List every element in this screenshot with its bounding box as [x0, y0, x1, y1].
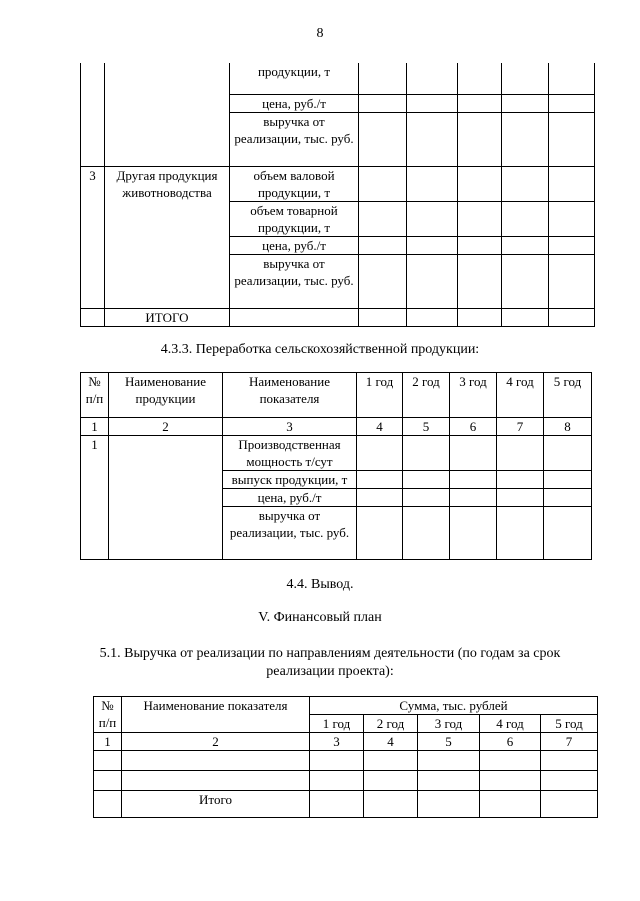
section-heading-44: 4.4. Вывод. — [286, 577, 354, 592]
header-year-2: 2 год — [364, 715, 418, 733]
indicator-cell: Производственная мощность т/сут — [223, 436, 357, 471]
indicator-cell: объем валовой продукции, т — [230, 166, 359, 201]
processing-table — [80, 372, 592, 560]
section-heading-v: V. Финансовый план — [258, 610, 382, 625]
indicator-cell: цена, руб./т — [230, 94, 359, 112]
col-number: 5 — [418, 733, 480, 751]
total-label: Итого — [122, 791, 310, 818]
revenue-table — [93, 696, 598, 818]
table-cell — [81, 63, 105, 94]
header-num: № п/п — [81, 373, 109, 418]
indicator-cell: продукции, т — [230, 63, 359, 94]
header-year-4: 4 год — [497, 373, 544, 418]
header-year-1: 1 год — [357, 373, 403, 418]
col-number: 7 — [497, 418, 544, 436]
indicator-cell: цена, руб./т — [223, 489, 357, 507]
header-product: Наименование продукции — [109, 373, 223, 418]
indicator-cell: выручка от реализации, тыс. руб. — [230, 112, 359, 166]
col-number: 3 — [223, 418, 357, 436]
product-name: Другая продукция животноводства — [105, 166, 230, 201]
header-year-1: 1 год — [310, 715, 364, 733]
col-number: 1 — [94, 733, 122, 751]
col-number: 8 — [544, 418, 592, 436]
header-indicator: Наименование показателя — [223, 373, 357, 418]
row-number: 1 — [81, 436, 109, 560]
row-number: 3 — [81, 166, 105, 201]
header-year-4: 4 год — [480, 715, 541, 733]
indicator-cell: цена, руб./т — [230, 236, 359, 254]
header-year-5: 5 год — [541, 715, 598, 733]
col-number: 4 — [364, 733, 418, 751]
header-year-3: 3 год — [450, 373, 497, 418]
indicator-cell: выручка от реализации, тыс. руб. — [223, 507, 357, 560]
section-heading-433: 4.3.3. Переработка сельскохозяйственной продукции: — [160, 342, 480, 357]
page-number: 8 — [316, 26, 324, 41]
header-sum: Сумма, тыс. рублей — [310, 697, 598, 715]
col-number: 2 — [122, 733, 310, 751]
col-number: 6 — [480, 733, 541, 751]
col-number: 7 — [541, 733, 598, 751]
col-number: 2 — [109, 418, 223, 436]
indicator-cell: выручка от реализации, тыс. руб. — [230, 254, 359, 308]
header-year-5: 5 год — [544, 373, 592, 418]
table-cell — [105, 63, 230, 94]
col-number: 3 — [310, 733, 364, 751]
section-heading-51: 5.1. Выручка от реализации по направлениям деятельности (по годам за срок реализации проекта): — [99, 646, 561, 679]
total-label: ИТОГО — [105, 308, 230, 326]
col-number: 6 — [450, 418, 497, 436]
header-num: № п/п — [94, 697, 122, 733]
header-year-2: 2 год — [403, 373, 450, 418]
indicator-cell: выпуск продукции, т — [223, 471, 357, 489]
indicator-cell: объем товарной продукции, т — [230, 201, 359, 236]
col-number: 4 — [357, 418, 403, 436]
header-indicator: Наименование показателя — [122, 697, 310, 733]
col-number: 1 — [81, 418, 109, 436]
col-number: 5 — [403, 418, 450, 436]
livestock-table — [80, 63, 595, 327]
header-year-3: 3 год — [418, 715, 480, 733]
